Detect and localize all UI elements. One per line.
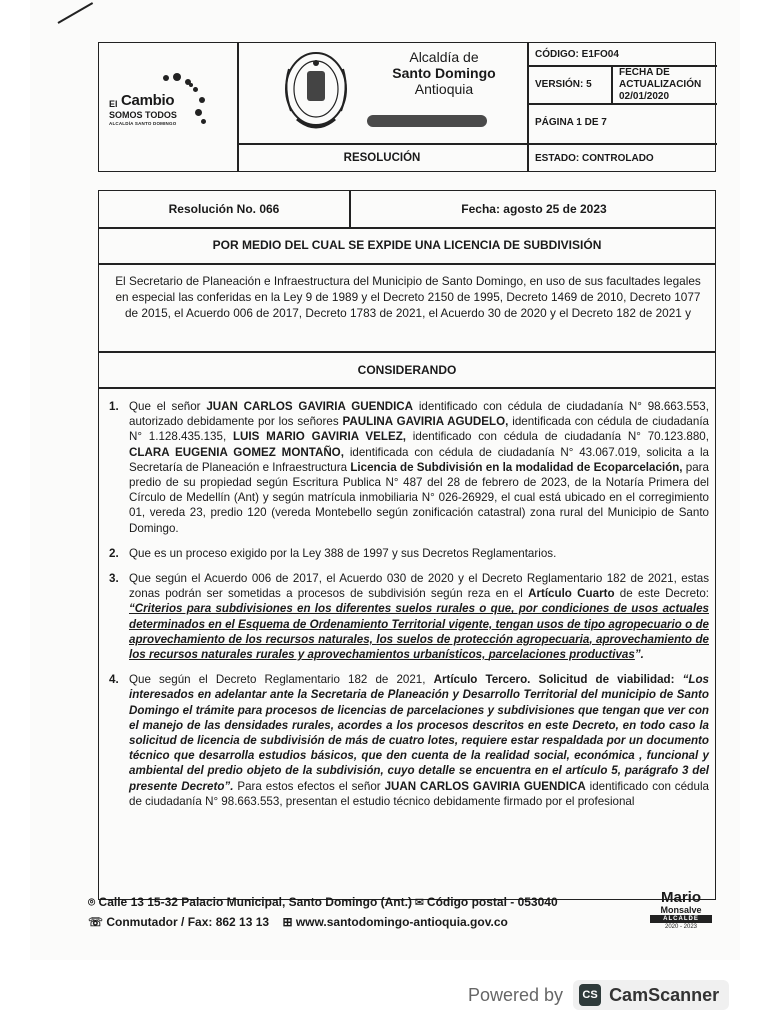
mail-icon: ✉: [415, 895, 424, 909]
resolution-intro: El Secretario de Planeación e Infraestructura del Municipio de Santo Domingo, en uso de sus facultades legales en especial las conferidas en la Ley 9 de 1989 y el Decreto 2150 de 1995, Decreto 1469 de 2010, Decreto 1077 de 2015, el Acuerdo 006 de 2017, Decreto 1783 de 2021, el Acuerdo 30 de 2020 y el Decreto 182 de 2021 y: [115, 274, 701, 320]
footer-phone: Conmutador / Fax: 862 13 13: [106, 915, 270, 929]
camscanner-brand: CamScanner: [609, 984, 720, 1005]
list-item: 1. Que el señor JUAN CARLOS GAVIRIA GUENDICA identificado con cédula de ciudadanía N° 98.663.553, autorizado debidamente por los señores PAULINA GAVIRIA AGUDELO, identificada con cédula de ciudadanía N° 1.128.435.135, LUIS MARIO GAVIRIA VELEZ, identificado con cédula de ciudadanía N° 70.123.880, CLARA EUGENIA GOMEZ MONTAÑO, identificada con cédula de ciudadanía N° 43.067.019, solicita a la Secretaría de Planeación e Infraestructura Licencia de Subdivisión en la modalidad de Ecoparcelación, para predio de su propiedad según Escritura Publica N° 487 del 28 de febrero de 2023, de la Notaría Primera del Círculo de Medellín (Ant) y según matrícula inmobiliaria N° 026-26929, el cual está ubicado en el corregimiento 01, vereda 23, predio 120 (vereda Montebello según zonificación catastral) zona rural del Municipio de Santo Domingo.: [109, 400, 709, 535]
list-item: 3. Que según el Acuerdo 006 de 2017, el Acuerdo 030 de 2020 y el Decreto Reglamentario 182 de 2021, estas zonas podrán ser sometidas a procesos de subdivisión según reza en el Artículo Cuarto de este Decreto: “Criterios para subdivisiones en los diferentes suelos rurales o que, por condiciones de usos actuales determinados en el Esquema de Ordenamiento Territorial vigente, tengan usos de tipo agropecuario o de aprovechamiento de los recursos naturales, los suelos de protección agropecuaria, aprovechamiento de los recursos naturales rurales y aprovechamientos urbanísticos, parcelaciones productivas”.: [109, 572, 709, 662]
camscanner-icon: CS: [579, 984, 601, 1006]
resolution-number: Resolución No. 066: [168, 202, 280, 216]
resolution-date: Fecha: agosto 25 de 2023: [461, 202, 607, 216]
list-item: 2. Que es un proceso exigido por la Ley 388 de 1997 y sus Decretos Reglamentarios.: [109, 546, 557, 560]
pagina-cell: PÁGINA 1 DE 7: [535, 117, 607, 128]
footer-postal-code: Código postal - 053040: [426, 895, 558, 909]
powered-by-text: Powered by: [468, 984, 564, 1005]
document-header-table: [98, 42, 716, 172]
muni-line-1: Alcaldía de: [409, 49, 479, 65]
logo-subtitle: ALCALDÍA SANTO DOMINGO: [109, 121, 177, 126]
el-cambio-logo: [105, 73, 230, 133]
codigo-cell: CÓDIGO: E1FO04: [535, 49, 619, 60]
footer-address: Calle 13 15-32 Palacio Municipal, Santo Domingo (Ant.): [98, 895, 412, 909]
resolution-purpose: POR MEDIO DEL CUAL SE EXPIDE UNA LICENCIA DE SUBDIVISIÓN: [212, 238, 602, 252]
footer-website: www.santodomingo-antioquia.gov.co: [295, 915, 508, 929]
logo-cambio-text: Cambio: [121, 92, 175, 109]
fecha-actualizacion-cell: FECHA DE ACTUALIZACIÓN 02/01/2020: [619, 67, 702, 102]
document-type: RESOLUCIÓN: [343, 152, 421, 164]
page-footer: [88, 892, 648, 932]
logo-el-text: El: [109, 99, 118, 109]
muni-line-3: Antioquia: [414, 81, 474, 97]
globe-icon: ⊞: [282, 915, 293, 929]
considerando-heading: CONSIDERANDO: [357, 363, 457, 377]
version-cell: VERSIÓN: 5: [535, 79, 592, 90]
municipal-seal-icon: [279, 49, 353, 137]
list-item: 4. Que según el Decreto Reglamentario 182 de 2021, Artículo Tercero. Solicitud de viabilidad: “Los interesados en adelantar ante la Secretaria de Planeación y Desarrollo Territorial del municipio de Santo Domingo el trámite para procesos de licencias de parcelaciones y subdivisiones que tengan que ver con el manejo de las densidades rurales, acordes a los procesos descritos en este Decreto, en todo caso la solicitud de licencia de subdivisión de más de cuatro lotes, requiere estar respaldada por un documento técnico que desarrolla estudios básicos, que den cuenta de la realidad social, económica , funcional y ambiental del predio objeto de la subdivisión, cuyo detalle se encuentra en el artículo 5, parágrafo 3 del presente Decreto”. Para estos efectos el señor JUAN CARLOS GAVIRIA GUENDICA identificado con cédula de ciudadanía N° 98.663.553, presentan el estudio técnico debidamente firmado por el profesional: [109, 673, 709, 808]
resolution-body-table: [98, 190, 716, 900]
mayor-logo: Mario Monsalve ALCALDE 2020 - 2023: [650, 890, 712, 931]
municipality-name: [359, 49, 529, 97]
redacted-signature: [367, 115, 487, 127]
logo-somos-todos-text: SOMOS TODOS: [109, 110, 177, 120]
muni-line-2: Santo Domingo: [392, 65, 496, 81]
estado-cell: ESTADO: CONTROLADO: [535, 153, 654, 164]
phone-icon: ☏: [88, 915, 104, 929]
camscanner-watermark: [468, 980, 729, 1010]
camscanner-badge: [573, 980, 729, 1010]
location-pin-icon: ⌾: [88, 895, 96, 909]
considerando-list: [109, 399, 709, 819]
